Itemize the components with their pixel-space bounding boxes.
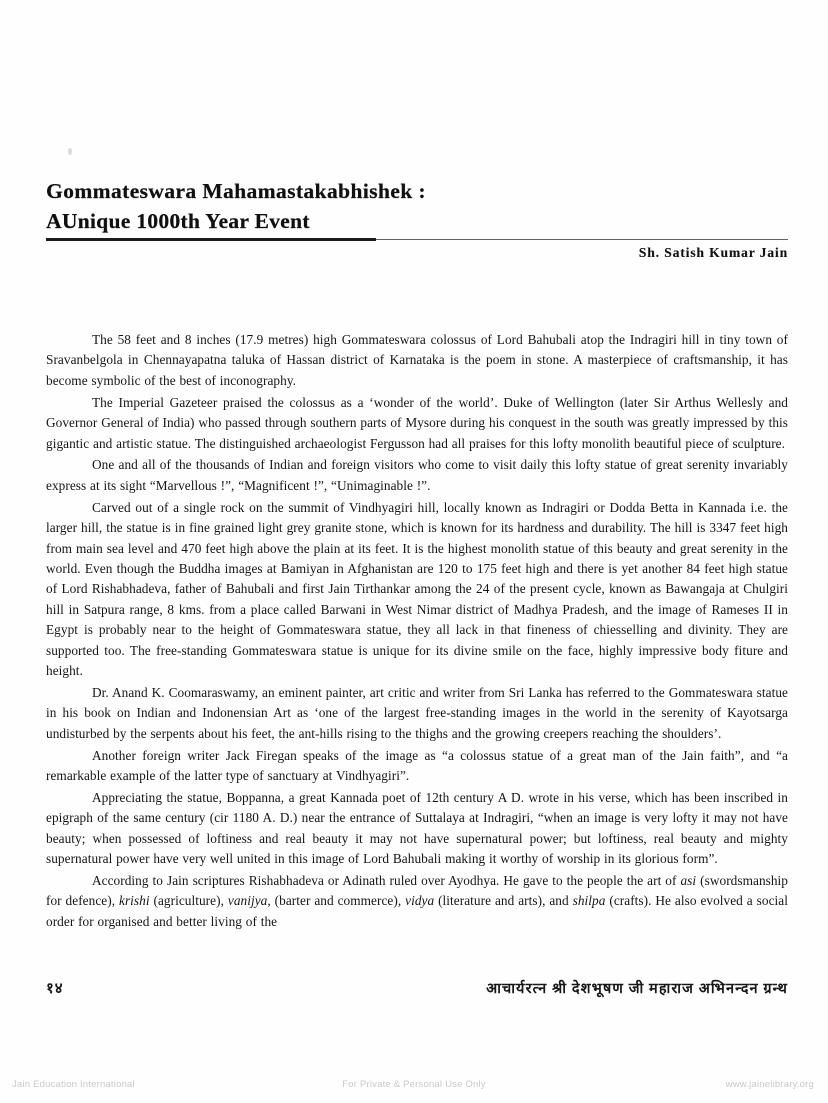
paragraph-2: The Imperial Gazeteer praised the colossus as a ‘wonder of the world’. Duke of Wellington (later Sir Arthus Wellesly and Governor General of India) who passed through southern parts of Mysore during his conquest in the south was greatly impressed by this gigantic and artistic statue. The distinguished archaeologist Fergusson had all praises for this lofty monolith beautiful piece of sculpture. [46, 394, 788, 451]
paragraph-5: Dr. Anand K. Coomaraswamy, an eminent painter, art critic and writer from Sri Lanka has referred to the Gommateswara statue in his book on Indian and Indonensian Art as ‘one of the largest free-standing images in the world in the serenity of Kayotsarga undisturbed by the serpents about his feet, the ant-hills rising to the thighs and the growing creepers reaching the shoulders’. [46, 684, 788, 741]
scan-watermark-bar [0, 1073, 828, 1095]
scan-source-label: Jain Education International [12, 1078, 135, 1090]
scan-usage-notice: For Private & Personal Use Only [342, 1078, 486, 1090]
scan-website-link[interactable]: www.jainelibrary.org [725, 1078, 814, 1090]
author-byline: Sh. Satish Kumar Jain [638, 245, 788, 260]
page-number: १४ [46, 981, 64, 997]
title-divider-thick-rule [46, 238, 376, 241]
paragraph-4: Carved out of a single rock on the summit of Vindhyagiri hill, locally known as Indragiri or Dodda Betta in Kannada i.e. the larger hill, the statue is in fine grained light grey granite stone, which is known for its hardness and durability. The hill is 3347 feet high from main sea level and 470 feet high above the plain at its feet. It is the highest monolith statue of this beauty and great serenity in the world. Even though the Buddha images at Bamiyan in Afghanistan are 120 to 175 feet high and there is yet another 84 feet high statue of Lord Rishabhadeva, father of Bahubali and first Jain Tirthankar among the 24 of the present cycle, known as Bawangaja at Chulgiri hill in Satpura range, 8 kms. from a place called Barwani in West Nimar district of Madhya Pradesh, and the image of Rameses II in Egypt is probably near to the height of Gommateswara statue, they all lack in that fineness of chiesselling and divinity. They are supported too. The free-standing Gommateswara statue is unique for its divine smile on the face, highly impressive body fiture and height. [46, 499, 788, 678]
page-title [46, 176, 786, 236]
page-title-line-1: Gommateswara Mahamastakabhishek : [46, 179, 426, 203]
title-block [46, 176, 786, 236]
paragraph-6: Another foreign writer Jack Firegan speaks of the image as “a colossus statue of a great man of the Jain faith”, and “a remarkable example of the latter type of sanctuary at Vindhyagiri”. [46, 747, 788, 784]
page-footer [46, 978, 788, 998]
paragraph-1: The 58 feet and 8 inches (17.9 metres) high Gommateswara colossus of Lord Bahubali atop the Indragiri hill in tiny town of Sravanbelgola in Chennayapatna taluka of Hassan district of Karnataka is the poem in stone. A masterpiece of craftsmanship, it has become symbolic of the best of inconography. [46, 332, 788, 388]
scan-speck [68, 148, 72, 155]
article-body [46, 330, 788, 934]
title-divider [46, 238, 788, 242]
page-title-line-2: AUnique 1000th Year Event [46, 209, 310, 233]
paragraph-3: One and all of the thousands of Indian and foreign visitors who come to visit daily this lofty statue of great serenity invariably express at its sight “Marvellous !”, “Magnificent !”, “Unimaginable !”. [46, 457, 788, 493]
paragraph-7: Appreciating the statue, Boppanna, a great Kannada poet of 12th century A D. wrote in his verse, which has been inscribed in epigraph of the same century (cir 1180 A. D.) near the entrance of Suttalaya at Indragiri, “when an image is very lofty it may not have beauty; when possessed of loftiness and real beauty it may not have supernatural power; but loftiness, real beauty and mighty supernatural power have very well united in this image of Lord Bahubali making it worthy of worship in its glorious form”. [46, 789, 788, 867]
paragraph-8: According to Jain scriptures Rishabhadeva or Adinath ruled over Ayodhya. He gave to the people the art of asi (swordsmanship for defence), krishi (agriculture), vanijya, (barter and commerce), vidya (literature and arts), and shilpa (crafts). He also evolved a social order for organised and better living of the [46, 873, 789, 929]
footer-volume-title: आचार्यरत्न श्री देशभूषण जी महाराज अभिनन्दन ग्रन्थ [486, 981, 788, 997]
